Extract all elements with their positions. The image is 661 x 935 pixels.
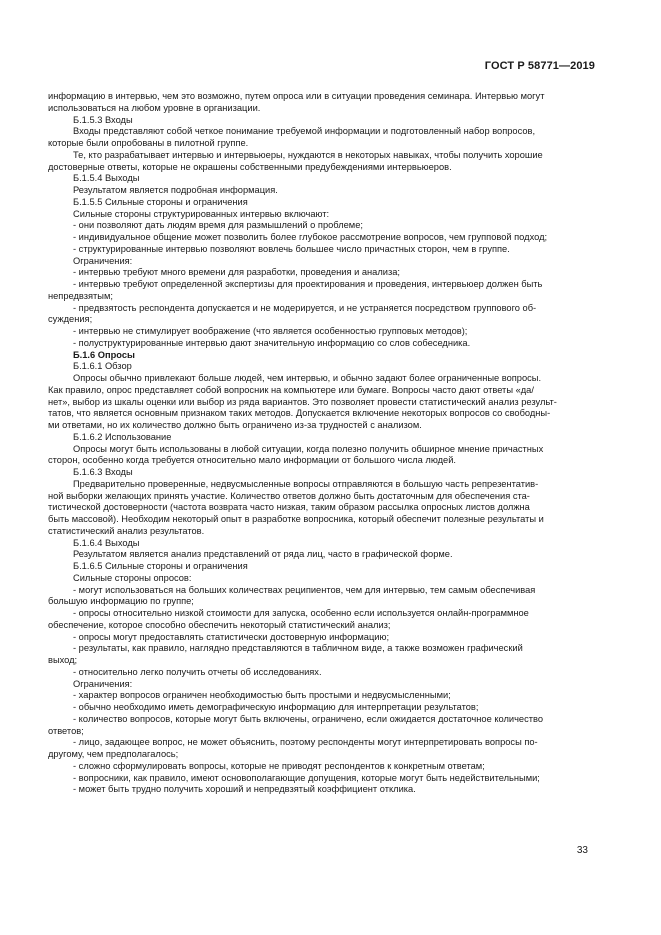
text-line: - предвзятость респондента допускается и не модерируется, и не устраняется посредством группового об- [73,302,537,313]
text-line: - полуструктурированные интервью дают значительную информацию со слов собеседника. [73,337,471,348]
text-line: - опросы относительно низкой стоимости для запуска, особенно если используется онлайн-программное [73,608,529,618]
text-line: Ограничения: [73,678,133,689]
text-line: Те, кто разрабатывает интервью и интервьюеры, нуждаются в некоторых навыках, чтобы получить хорошие [73,149,543,160]
text-line: тистической достоверности (частота возврата часто низкая, таким образом рассылка опросных листов должна [48,502,530,513]
text-line: - структурированные интервью позволяют вовлечь большее число причастных сторон, чем в группе. [73,243,510,254]
text-line: Б.1.6.2 Использование [73,431,172,442]
text-line: - интервью требуют определенной экспертизы для проектирования и проведения, интервьюер должен быть [73,279,543,289]
text-line: Результатом является подробная информация. [73,185,278,195]
text-line: достоверные ответы, которые не окрашены собственными предубеждениями интервьюеров. [48,161,452,172]
text-line: быть массовой). Необходим некоторый опыт в разработке вопросника, который обеспечит полезные результаты и [48,514,544,524]
text-line: - характер вопросов ограничен необходимостью быть простыми и недвусмысленными; [73,690,451,701]
text-line: Входы представляют собой четкое понимание требуемой информации и подготовленный набор вопросов, [73,126,536,137]
text-line: Результатом является анализ представлений от ряда лиц, часто в графической форме. [73,549,453,560]
text-line: нет», выбор из шкалы оценки или выбор из ряда вариантов. Это позволяет провести статистический анализ результ- [48,396,557,407]
text-line: другому, чем предполагалось; [48,749,179,759]
text-line: большую информацию по группе; [48,596,194,607]
standard-header: ГОСТ Р 58771—2019 [484,60,595,72]
text-line: - сложно сформулировать вопросы, которые не приводят респондентов к конкретным ответам; [73,760,485,771]
text-line: Сильные стороны структурированных интервью включают: [73,208,330,219]
text-line: ответов; [48,725,84,736]
text-line: непредвзятым; [48,290,113,301]
text-line: - может быть трудно получить хороший и непредвзятый коэффициент отклика. [73,784,416,795]
text-line: выход; [48,655,78,665]
text-line: Б.1.5.5 Сильные стороны и ограничения [73,196,248,207]
text-line: использоваться на любом уровне в организации. [48,102,261,113]
text-line: Опросы обычно привлекают больше людей, чем интервью, и обычно задают более ограниченные вопросы. [73,373,542,383]
text-line: - количество вопросов, которые могут быть включены, ограничено, если ожидается достаточное количество [73,713,544,724]
text-line: Сильные стороны опросов: [73,572,192,583]
text-line: Ограничения: [73,255,133,266]
text-line: которые были опробованы в пилотной группе. [48,138,249,148]
text-line: ми ответами, но их количество должно быть ограничено из-за трудностей с анализом. [48,420,422,430]
text-line: Б.1.6.4 Выходы [73,537,140,548]
text-line: - интервью не стимулирует воображение (что является особенностью групповых методов); [73,326,468,336]
text-line: ной выборки желающих принять участие. Количество ответов должно быть достаточным для обеспечения ста- [48,490,530,501]
text-line: Б.1.6.5 Сильные стороны и ограничения [73,561,248,571]
text-line: сторон, особенно когда требуется относительно мало информации от большого числа людей. [48,455,456,466]
text-line: - интервью требуют много времени для разработки, проведения и анализа; [73,267,400,278]
text-line: информацию в интервью, чем это возможно, путем опроса или в ситуации проведения семинара. Интервью могут [48,91,545,101]
text-line: Б.1.6.1 Обзор [73,361,132,372]
text-line: татов, что является основным признаком таких методов. Допускается включение некоторых вопросов со свободны- [48,408,551,419]
text-line: - они позволяют дать людям время для размышлений о проблеме; [73,220,363,231]
text-line: Б.1.5.3 Входы [73,114,133,125]
text-line: - обычно необходимо иметь демографическую информацию для интерпретации результатов; [73,702,479,712]
text-line: статистический анализ результатов. [48,525,205,536]
section-heading: Б.1.6 Опросы [73,349,135,360]
text-line: Б.1.5.4 Выходы [73,173,140,184]
text-line: - опросы могут предоставлять статистически достоверную информацию; [73,631,390,642]
text-line: - результаты, как правило, наглядно представляются в табличном виде, а также возможен графический [73,643,523,654]
text-line: Предварительно проверенные, недвусмысленные вопросы отправляются в большую часть репрезентатив- [73,478,539,489]
text-line: - лицо, задающее вопрос, не может объяснить, поэтому респонденты могут интерпретировать вопросы по- [73,737,538,748]
text-line: - вопросники, как правило, имеют основополагающие допущения, которые могут быть недействительными; [73,772,540,783]
text-line: суждения; [48,314,93,325]
text-line: обеспечение, которое способно обеспечить некоторый статистический анализ; [48,619,391,630]
text-line: Б.1.6.3 Входы [73,467,133,477]
text-line: - могут использоваться на больших количествах реципиентов, чем для интервью, тем самым обеспечивая [73,584,536,595]
text-line: - индивидуальное общение может позволить более глубокое рассмотрение вопросов, чем групповой подход; [73,232,548,242]
text-line: Как правило, опрос представляет собой вопросник на компьютере или бумаге. Вопросы часто дают ответы «да/ [48,384,534,395]
body-text [48,91,585,796]
page-number: 33 [576,845,588,856]
text-line: Опросы могут быть использованы в любой ситуации, когда полезно получить обширное мнение причастных [73,443,544,454]
text-line: - относительно легко получить отчеты об исследованиях. [73,666,322,677]
